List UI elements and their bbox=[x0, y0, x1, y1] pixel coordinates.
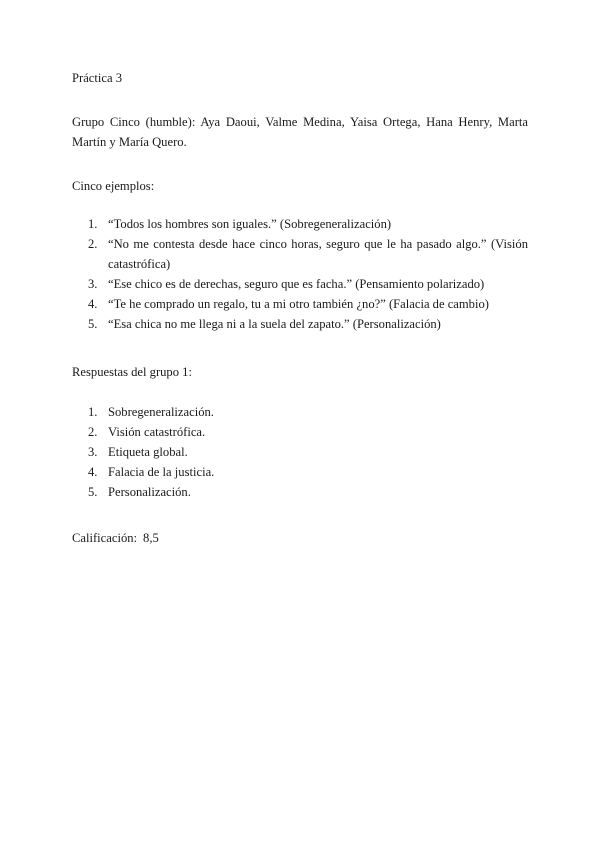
example-text: “Esa chica no me llega ni a la suela del zapato.” (Personalización) bbox=[108, 317, 441, 331]
grade-line bbox=[72, 528, 528, 548]
answer-text: Visión catastrófica. bbox=[108, 425, 206, 439]
list-number: 4. bbox=[88, 465, 98, 479]
answers-list bbox=[72, 402, 528, 502]
grade-value: 8,5 bbox=[143, 531, 159, 545]
list-number: 2. bbox=[88, 237, 98, 251]
list-item bbox=[72, 274, 528, 294]
list-number: 3. bbox=[88, 445, 98, 459]
list-item bbox=[72, 422, 528, 442]
list-number: 4. bbox=[88, 297, 98, 311]
list-item bbox=[72, 294, 528, 314]
example-text: “Todos los hombres son iguales.” (Sobregeneralización) bbox=[108, 217, 392, 231]
list-number: 5. bbox=[88, 317, 98, 331]
list-item bbox=[72, 482, 528, 502]
grade-label: Calificación: bbox=[72, 531, 138, 545]
answers-heading: Respuestas del grupo 1: bbox=[72, 365, 192, 379]
list-item bbox=[72, 314, 528, 334]
list-item bbox=[72, 442, 528, 462]
list-item bbox=[72, 214, 528, 234]
answer-text: Falacia de la justicia. bbox=[108, 465, 215, 479]
list-number: 3. bbox=[88, 277, 98, 291]
list-number: 1. bbox=[88, 405, 98, 419]
answer-text: Personalización. bbox=[108, 485, 191, 499]
example-text: “Te he comprado un regalo, tu a mi otro también ¿no?” (Falacia de cambio) bbox=[108, 297, 489, 311]
answer-text: Etiqueta global. bbox=[108, 445, 188, 459]
examples-list bbox=[72, 214, 528, 334]
list-number: 2. bbox=[88, 425, 98, 439]
list-item bbox=[72, 402, 528, 422]
answer-text: Sobregeneralización. bbox=[108, 405, 214, 419]
list-number: 1. bbox=[88, 217, 98, 231]
examples-heading: Cinco ejemplos: bbox=[72, 179, 155, 193]
list-item bbox=[72, 234, 528, 274]
example-text: “Ese chico es de derechas, seguro que es facha.” (Pensamiento polarizado) bbox=[108, 277, 485, 291]
list-number: 5. bbox=[88, 485, 98, 499]
example-text: “No me contesta desde hace cinco horas, seguro que le ha pasado algo.” (Visión catastrófica) bbox=[108, 237, 528, 271]
list-item bbox=[72, 462, 528, 482]
group-members: Grupo Cinco (humble): Aya Daoui, Valme Medina, Yaisa Ortega, Hana Henry, Marta Martín y María Quero. bbox=[72, 115, 528, 149]
document-title: Práctica 3 bbox=[72, 71, 122, 85]
